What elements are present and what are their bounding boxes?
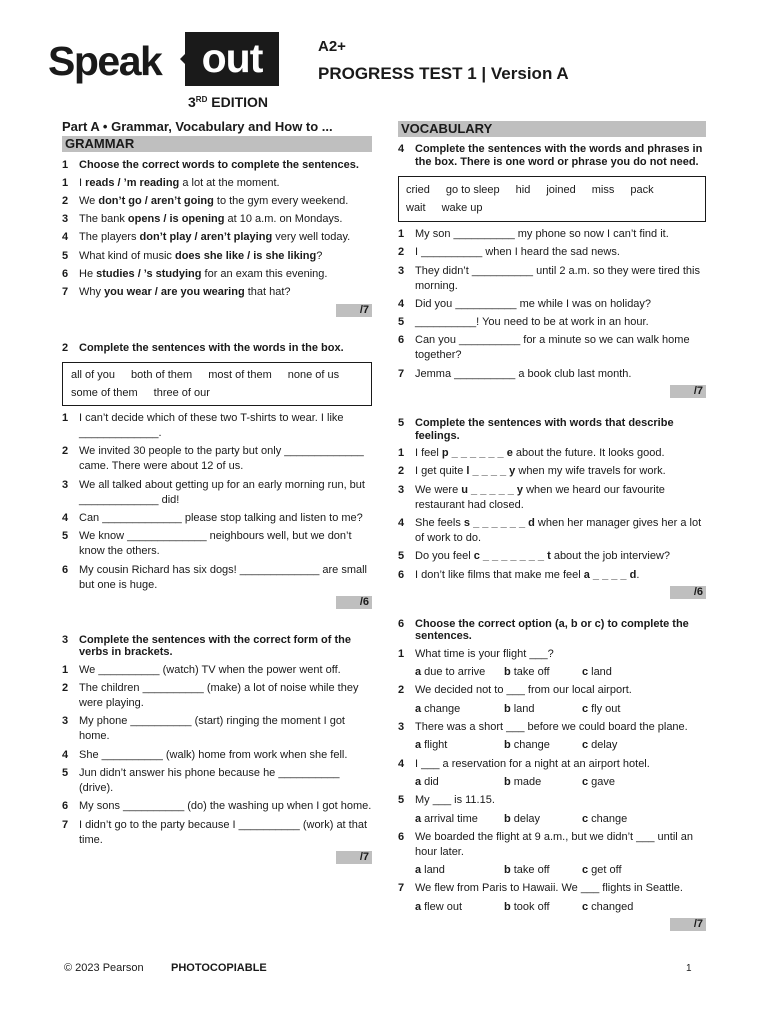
option-a: [415, 665, 504, 680]
option-row: [398, 738, 706, 753]
item-text: We decided not to ___ from our local airport.: [415, 684, 632, 697]
item-text: I __________ when I heard the sad news.: [415, 246, 620, 259]
option-a: [415, 702, 504, 717]
box-word: hid: [515, 184, 531, 196]
box-word: both of them: [131, 369, 193, 382]
score-box: /6: [336, 596, 372, 609]
option-letter-c: c: [582, 702, 589, 715]
option-a: [415, 900, 504, 915]
list-item: [62, 663, 372, 678]
item-text: [79, 194, 372, 209]
item-number: 6: [398, 830, 405, 843]
exercise-number: 2: [62, 341, 69, 354]
level-label: A2+: [318, 38, 346, 55]
option-b: [504, 702, 582, 717]
option-text: change: [424, 702, 461, 715]
list-item: [62, 230, 372, 245]
option-letter-c: c: [582, 775, 589, 788]
item-number: 2: [398, 465, 405, 478]
option-row: [398, 900, 706, 915]
list-item: [62, 212, 372, 227]
option-text: made: [513, 775, 542, 788]
item-text-pre: We: [79, 194, 99, 207]
exercise-1-items: [62, 176, 372, 301]
item-number: 6: [398, 334, 405, 347]
item-text: My sons __________ (do) the washing up when I got home.: [79, 800, 372, 813]
item-text: Jemma __________ a book club last month.: [415, 367, 632, 380]
option-letter-b: b: [504, 900, 511, 913]
instruction-text: Complete the sentences with words that describe feelings.: [415, 417, 674, 442]
option-letter-b: b: [504, 666, 511, 679]
item-text: My cousin Richard has six dogs! _____________ are small but one is huge.: [79, 563, 367, 591]
item-text-post: very well today.: [272, 231, 351, 244]
option-text: arrival time: [424, 812, 478, 825]
page-title: PROGRESS TEST 1 | Version A: [318, 64, 569, 83]
list-item: [398, 446, 706, 461]
box-word: none of us: [287, 369, 340, 382]
item-text-pre: I get quite: [415, 465, 467, 478]
list-item: [62, 511, 372, 526]
option-b: [504, 863, 582, 878]
box-word: most of them: [208, 369, 272, 382]
instruction-text: Choose the correct words to complete the sentences.: [79, 159, 359, 171]
item-text: What time is your flight ___?: [415, 647, 554, 660]
list-item: [398, 549, 706, 564]
list-item: [398, 881, 706, 896]
item-number: 5: [62, 249, 69, 262]
item-text: [415, 483, 706, 513]
option-text: did: [424, 775, 439, 788]
item-text: Jun didn’t answer his phone because he __________ (drive).: [79, 767, 340, 795]
option-letter-a: a: [415, 666, 422, 679]
item-text: [415, 549, 706, 564]
item-number: 3: [398, 264, 405, 277]
option-text: land: [591, 666, 612, 679]
exercise-4-items: [398, 227, 706, 382]
option-c: [582, 863, 662, 878]
exercise-number: 5: [398, 417, 405, 430]
item-text-bold: a _ _ _ _ d: [583, 568, 637, 581]
option-letter-a: a: [415, 812, 422, 825]
instruction-text: Choose the correct option (a, b or c) to complete the sentences.: [415, 617, 689, 643]
item-text: The children __________ (make) a lot of noise while they were playing.: [79, 682, 359, 710]
option-letter-c: c: [582, 812, 589, 825]
list-item: [62, 799, 372, 814]
option-text: take off: [513, 666, 550, 679]
item-text-pre: What kind of music: [79, 249, 175, 262]
item-number: 2: [398, 246, 405, 259]
option-text: changed: [591, 900, 634, 913]
edition-sup: RD: [195, 95, 208, 104]
item-text-bold: studies / ’s studying: [96, 267, 202, 280]
section-heading-grammar: GRAMMAR: [62, 136, 372, 152]
list-item: [398, 297, 706, 312]
exercise-2-items: [62, 411, 372, 592]
option-c: [582, 702, 662, 717]
item-number: 5: [398, 550, 405, 563]
option-text: gave: [591, 775, 615, 788]
item-text-pre: She feels: [415, 516, 464, 529]
option-text: flew out: [424, 900, 463, 913]
option-letter-a: a: [415, 739, 422, 752]
item-text: I didn’t go to the party because I __________ (work) at that time.: [79, 818, 368, 846]
option-letter-b: b: [504, 739, 511, 752]
item-number: 7: [62, 818, 69, 831]
list-item: [398, 245, 706, 260]
option-text: land: [513, 702, 535, 715]
item-text: We know _____________ neighbours well, but we don’t know the others.: [79, 530, 352, 558]
item-number: 5: [62, 530, 69, 543]
item-text: [79, 249, 372, 264]
option-row: [398, 775, 706, 790]
item-number: 2: [62, 445, 69, 458]
item-text: [415, 568, 706, 583]
item-number: 1: [62, 412, 69, 425]
item-number: 5: [62, 767, 69, 780]
option-b: [504, 812, 582, 827]
item-text-post: a lot at the moment.: [179, 176, 280, 189]
list-item: [398, 757, 706, 772]
list-item: [62, 176, 372, 191]
item-number: 7: [62, 286, 69, 299]
item-text-post: about the future. It looks good.: [512, 447, 665, 460]
list-item: [62, 563, 372, 593]
item-text-post: about the job interview?: [550, 550, 671, 563]
score-box: /7: [336, 304, 372, 317]
option-b: [504, 775, 582, 790]
instruction-text: Complete the sentences with the correct form of the verbs in brackets.: [79, 633, 351, 659]
item-text-bold: p _ _ _ _ _ _ e: [441, 447, 513, 460]
box-word: all of you: [71, 369, 116, 382]
item-text: [79, 267, 372, 282]
word-box: [398, 176, 706, 222]
list-item: [62, 285, 372, 300]
option-a: [415, 738, 504, 753]
item-text: There was a short ___ before we could board the plane.: [415, 721, 688, 734]
copyright: © 2023 Pearson: [64, 962, 144, 974]
list-item: [398, 516, 706, 546]
option-c: [582, 738, 662, 753]
option-letter-a: a: [415, 864, 422, 877]
list-item: [398, 333, 706, 363]
item-text-post: that hat?: [244, 286, 291, 299]
item-text-pre: Why: [79, 286, 105, 299]
item-text: We all talked about getting up for an early morning run, but _____________ did!: [79, 478, 365, 506]
item-text: [415, 516, 706, 546]
option-text: change: [513, 739, 550, 752]
item-text-bold: opens / is opening: [127, 213, 225, 226]
item-text: We invited 30 people to the party but only _____________ came. There were about 12 of us.: [79, 445, 364, 473]
item-text-post: when we heard our favourite restaurant had closed.: [415, 483, 665, 511]
option-text: take off: [513, 864, 550, 877]
item-text: [79, 285, 372, 300]
list-item: [398, 464, 706, 479]
section-heading-vocabulary: VOCABULARY: [398, 121, 706, 137]
logo-speak-text: Speak: [48, 38, 162, 84]
item-text-bold: reads / ’m reading: [85, 176, 180, 189]
item-number: 4: [398, 757, 405, 770]
item-number: 5: [398, 794, 405, 807]
item-text-bold: don’t go / aren’t going: [98, 194, 214, 207]
exercise-3-instruction: [62, 634, 372, 659]
item-text-pre: He: [79, 267, 97, 280]
box-word: miss: [591, 184, 615, 196]
option-letter-c: c: [582, 900, 589, 913]
item-number: 3: [62, 213, 69, 226]
option-b: [504, 900, 582, 915]
item-text-pre: The players: [79, 231, 140, 244]
item-text: They didn’t __________ until 2 a.m. so they were tired this morning.: [415, 264, 700, 292]
list-item: [62, 411, 372, 441]
item-text-bold: u _ _ _ _ _ y: [461, 483, 524, 496]
item-number: 6: [62, 563, 69, 576]
item-number: 4: [398, 516, 405, 529]
option-text: due to arrive: [424, 666, 486, 679]
option-text: took off: [513, 900, 550, 913]
exercise-2-instruction: [62, 342, 372, 355]
item-number: 1: [398, 647, 405, 660]
item-text: Did you __________ me while I was on holiday?: [415, 297, 652, 310]
item-text: We boarded the flight at 9 a.m., but we didn’t ___ until an hour later.: [415, 830, 694, 858]
list-item: [62, 249, 372, 264]
item-number: 6: [62, 267, 69, 280]
item-number: 3: [62, 715, 69, 728]
item-text-bold: c _ _ _ _ _ _ _ t: [473, 550, 551, 563]
item-text-bold: l _ _ _ _ y: [466, 465, 516, 478]
item-number: 5: [398, 316, 405, 329]
item-number: 2: [398, 684, 405, 697]
option-text: get off: [591, 864, 622, 877]
item-text: [415, 464, 706, 479]
item-number: 7: [398, 367, 405, 380]
option-text: delay: [513, 812, 541, 825]
score-box: /7: [336, 851, 372, 864]
item-number: 6: [398, 568, 405, 581]
list-item: [398, 647, 706, 662]
item-number: 4: [62, 511, 69, 524]
box-word: joined: [546, 184, 576, 196]
item-text-pre: I: [79, 176, 86, 189]
option-row: [398, 863, 706, 878]
item-text: Can you __________ for a minute so we can walk home together?: [415, 334, 690, 362]
option-text: flight: [424, 739, 448, 752]
list-item: [398, 264, 706, 294]
logo-out-block: out: [185, 32, 279, 86]
option-letter-c: c: [582, 739, 589, 752]
option-text: change: [591, 812, 628, 825]
item-text: My ___ is 11.15.: [415, 794, 495, 807]
left-column: [62, 118, 372, 864]
exercise-5-items: [398, 446, 706, 582]
item-text: We __________ (watch) TV when the power went off.: [79, 663, 341, 676]
item-text: [79, 230, 372, 245]
option-text: fly out: [591, 702, 621, 715]
exercise-3-items: [62, 663, 372, 848]
list-item: [398, 720, 706, 735]
option-b: [504, 738, 582, 753]
item-number: 2: [62, 682, 69, 695]
option-letter-b: b: [504, 864, 511, 877]
item-text-pre: I feel: [415, 447, 442, 460]
option-letter-b: b: [504, 775, 511, 788]
item-text-post: .: [636, 568, 640, 581]
box-word: pack: [630, 184, 654, 196]
option-row: [398, 702, 706, 717]
option-letter-c: c: [582, 666, 589, 679]
list-item: [62, 194, 372, 209]
list-item: [398, 483, 706, 513]
right-column: [398, 121, 706, 931]
exercise-4-instruction: [398, 143, 706, 168]
edition-number: 3: [188, 94, 196, 110]
item-number: 3: [62, 478, 69, 491]
item-number: 1: [398, 228, 405, 240]
item-text: __________! You need to be at work in an hour.: [415, 316, 649, 329]
score-box: /6: [670, 586, 706, 599]
page-number: 1: [686, 963, 692, 974]
option-letter-b: b: [504, 812, 511, 825]
item-number: 1: [398, 447, 405, 460]
item-text-bold: don’t play / aren’t playing: [139, 231, 273, 244]
list-item: [62, 714, 372, 744]
instruction-text: Complete the sentences with the words in the box.: [79, 341, 344, 354]
item-text: I can’t decide which of these two T-shirts to wear. I like _____________.: [79, 412, 344, 440]
option-text: delay: [591, 739, 618, 752]
option-b: [504, 665, 582, 680]
item-number: 4: [398, 297, 405, 310]
item-text-post: ?: [316, 249, 323, 262]
item-number: 3: [398, 483, 405, 496]
option-row: [398, 812, 706, 827]
exercise-1-instruction: [62, 159, 372, 172]
list-item: [62, 444, 372, 474]
item-text: She __________ (walk) home from work when she fell.: [79, 748, 348, 761]
exercise-6-items: [398, 647, 706, 915]
option-letter-b: b: [504, 702, 511, 715]
item-text-post: when my wife travels for work.: [515, 465, 666, 478]
box-word: three of our: [153, 387, 210, 400]
item-text-post: to the gym every weekend.: [213, 194, 349, 207]
instruction-text: Complete the sentences with the words and phrases in the box. There is one word or phrase you do not need.: [415, 143, 703, 168]
list-item: [398, 367, 706, 382]
item-text: Can _____________ please stop talking and listen to me?: [79, 511, 363, 524]
item-text: [415, 446, 706, 461]
item-text: [79, 176, 372, 191]
item-text-bold: you wear / are you wearing: [104, 286, 245, 299]
item-number: 1: [62, 176, 69, 189]
box-word: some of them: [71, 387, 138, 400]
photocopiable-label: PHOTOCOPIABLE: [171, 962, 267, 974]
item-number: 4: [62, 231, 69, 244]
item-text: My phone __________ (start) ringing the moment I got home.: [79, 715, 345, 743]
item-text: My son __________ my phone so now I can’t find it.: [415, 228, 669, 240]
option-c: [582, 665, 662, 680]
word-box: [62, 362, 372, 406]
list-item: [62, 681, 372, 711]
list-item: [398, 793, 706, 808]
list-item: [62, 748, 372, 763]
option-row: [398, 665, 706, 680]
option-text: land: [424, 864, 445, 877]
option-letter-a: a: [415, 900, 422, 913]
item-text: [79, 212, 372, 227]
item-text: I ___ a reservation for a night at an airport hotel.: [415, 757, 650, 770]
item-text-bold: s _ _ _ _ _ _ d: [463, 516, 535, 529]
exercise-number: 1: [62, 159, 69, 171]
edition-label: [188, 94, 268, 110]
exercise-5-instruction: [398, 417, 706, 442]
option-a: [415, 775, 504, 790]
edition-text: EDITION: [207, 94, 269, 110]
item-number: 4: [62, 748, 69, 761]
list-item: [398, 568, 706, 583]
option-letter-c: c: [582, 864, 589, 877]
option-letter-a: a: [415, 775, 422, 788]
box-word: wait: [406, 202, 426, 214]
item-text-post: when her manager gives her a lot of work to do.: [415, 516, 702, 544]
item-text-post: for an exam this evening.: [201, 267, 328, 280]
score-box: /7: [670, 385, 706, 398]
item-text-pre: The bank: [79, 213, 128, 226]
option-a: [415, 863, 504, 878]
list-item: [398, 227, 706, 242]
option-c: [582, 900, 662, 915]
item-number: 7: [398, 882, 405, 895]
list-item: [398, 830, 706, 860]
item-text-pre: We were: [415, 483, 462, 496]
list-item: [62, 529, 372, 559]
exercise-number: 4: [398, 143, 405, 155]
list-item: [62, 478, 372, 508]
list-item: [62, 766, 372, 796]
item-text-post: at 10 a.m. on Mondays.: [224, 213, 343, 226]
item-text-pre: Do you feel: [415, 550, 474, 563]
exercise-number: 6: [398, 617, 405, 630]
item-text-pre: I don’t like films that make me feel: [415, 568, 584, 581]
item-number: 3: [398, 721, 405, 734]
item-text-bold: does she like / is she liking: [174, 249, 317, 262]
box-word: cried: [406, 184, 430, 196]
exercise-6-instruction: [398, 618, 706, 643]
list-item: [398, 683, 706, 698]
item-number: 1: [62, 663, 69, 676]
list-item: [62, 267, 372, 282]
exercise-number: 3: [62, 633, 69, 646]
option-c: [582, 812, 662, 827]
option-letter-a: a: [415, 702, 422, 715]
box-word: wake up: [441, 202, 483, 214]
item-text: We flew from Paris to Hawaii. We ___ flights in Seattle.: [415, 882, 683, 895]
option-c: [582, 775, 662, 790]
item-number: 6: [62, 800, 69, 813]
list-item: [398, 315, 706, 330]
part-title: Part A • Grammar, Vocabulary and How to ...: [62, 119, 333, 134]
option-a: [415, 812, 504, 827]
item-number: 2: [62, 194, 69, 207]
list-item: [62, 818, 372, 848]
score-box: /7: [670, 918, 706, 931]
box-word: go to sleep: [445, 184, 500, 196]
